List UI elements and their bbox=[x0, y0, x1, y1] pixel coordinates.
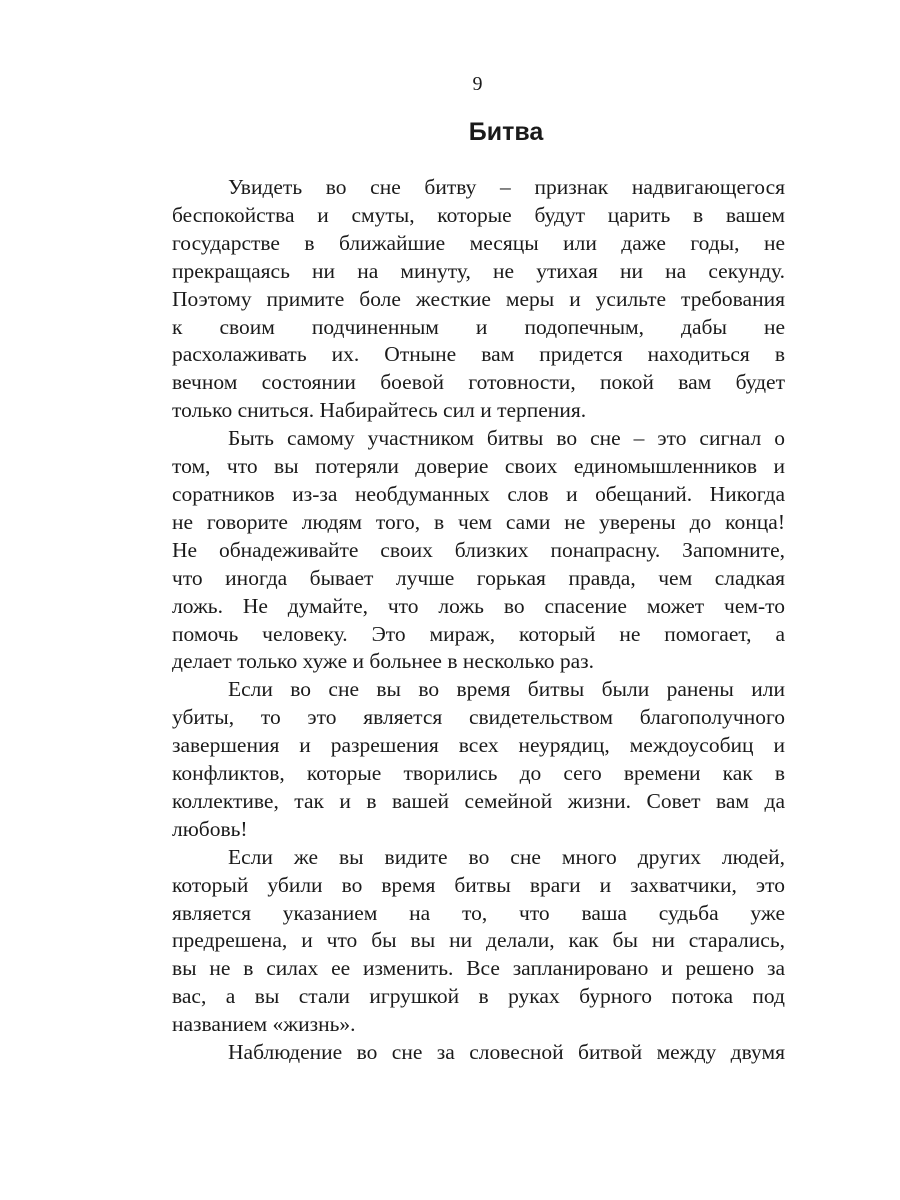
paragraph bbox=[172, 676, 785, 843]
text-line: названием «жизнь». bbox=[172, 1012, 356, 1037]
text-line: делает только хуже и больнее в несколько раз. bbox=[172, 649, 594, 674]
text-line: государстве в ближайшие месяцы или даже годы, не bbox=[172, 230, 785, 255]
text-line: только сниться. Набирайтесь сил и терпения. bbox=[172, 398, 587, 423]
text-line: который убили во время битвы враги и захватчики, это bbox=[172, 872, 785, 897]
text-line: ложь. Не думайте, что ложь во спасение может чем-то bbox=[172, 593, 785, 618]
text-line: Наблюдение во сне за словесной битвой между двумя bbox=[228, 1040, 785, 1065]
body-text bbox=[172, 174, 785, 1067]
page-number: 9 bbox=[472, 73, 483, 95]
paragraph bbox=[172, 844, 785, 1039]
text-line: прекращаясь ни на минуту, не утихая ни на секунду. bbox=[172, 258, 785, 283]
text-line: соратников из-за необдуманных слов и обещаний. Никогда bbox=[172, 481, 785, 506]
text-line: Быть самому участником битвы во сне – это сигнал о bbox=[228, 426, 785, 451]
paragraph bbox=[172, 1039, 785, 1067]
text-line: Поэтому примите боле жесткие меры и усильте требования bbox=[172, 286, 785, 311]
paragraph bbox=[172, 174, 785, 425]
text-line: конфликтов, которые творились до сего времени как в bbox=[172, 761, 785, 786]
chapter-title: Битва bbox=[468, 118, 544, 146]
text-line: вы не в силах ее изменить. Все запланировано и решено за bbox=[172, 956, 785, 981]
text-line: завершения и разрешения всех неурядиц, междоусобиц и bbox=[172, 733, 785, 758]
text-line: том, что вы потеряли доверие своих единомышленников и bbox=[172, 454, 785, 479]
text-line: вечном состоянии боевой готовности, покой вам будет bbox=[172, 370, 785, 395]
text-line: коллективе, так и в вашей семейной жизни. Совет вам да bbox=[172, 788, 785, 813]
text-line: Не обнадеживайте своих близких понапрасну. Запомните, bbox=[172, 537, 785, 562]
text-line: не говорите людям того, в чем сами не уверены до конца! bbox=[172, 509, 785, 534]
text-line: Если же вы видите во сне много других людей, bbox=[228, 844, 785, 869]
text-line: любовь! bbox=[172, 816, 248, 841]
text-line: помочь человеку. Это мираж, который не помогает, а bbox=[172, 621, 785, 646]
text-line: Если во сне вы во время битвы были ранены или bbox=[228, 677, 785, 702]
text-line: является указанием на то, что ваша судьба уже bbox=[172, 900, 785, 925]
text-line: Увидеть во сне битву – признак надвигающегося bbox=[228, 175, 785, 199]
text-line: что иногда бывает лучше горькая правда, чем сладкая bbox=[172, 565, 785, 590]
text-line: беспокойства и смуты, которые будут царить в вашем bbox=[172, 202, 785, 227]
paragraph bbox=[172, 425, 785, 676]
text-line: предрешена, и что бы вы ни делали, как бы ни старались, bbox=[172, 928, 785, 953]
text-line: убиты, то это является свидетельством благополучного bbox=[172, 705, 785, 730]
text-line: расхолаживать их. Отныне вам придется находиться в bbox=[172, 342, 785, 367]
text-line: к своим подчиненным и подопечным, дабы не bbox=[172, 314, 785, 339]
text-line: вас, а вы стали игрушкой в руках бурного потока под bbox=[172, 984, 785, 1009]
